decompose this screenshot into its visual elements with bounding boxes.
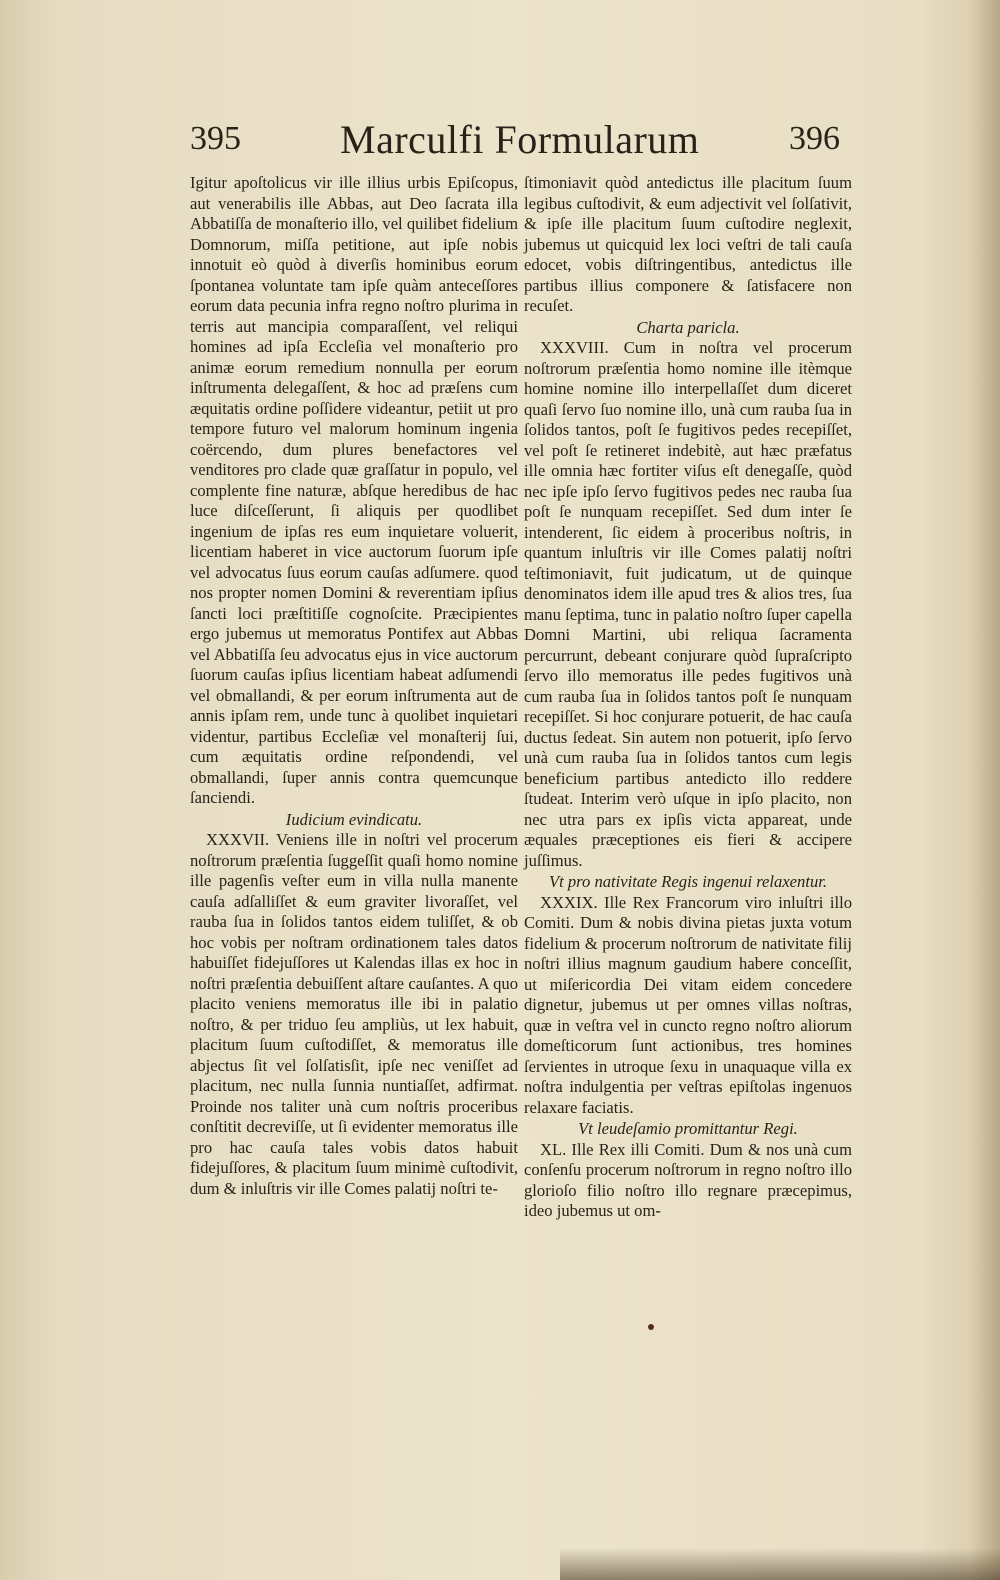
section-title: Iudicium evindicatu. bbox=[285, 809, 423, 829]
paragraph: ſtimoniavit quòd antedictus ille placitum ſuum legibus cuſtodivit, & eum adjectivit vel ſolſativit, & ipſe ille placitum ſuum cuſtodire neglexit, jubemus ut quicquid lex loci veſtri de tali cauſa edocet, vobis diſtringentibus, antedictus ille partibus illius componere & ſatisfacere non recuſet. bbox=[524, 173, 852, 315]
page-number-left: 395 bbox=[190, 120, 241, 157]
section-title: Charta paricla. bbox=[636, 317, 740, 337]
running-title: Marculfi Formularum bbox=[340, 117, 700, 162]
section-title: Vt leudeſamio promittantur Regi. bbox=[578, 1119, 798, 1138]
paragraph: Igitur apoſtolicus vir ille illius urbis Epiſcopus, aut venerabilis ille Abbas, aut Deo ſacrata illa Abbatiſſa de monaſterio illo, vel quilibet fidelium Domnorum, miſſa petitione, aut ipſe nobis innotuit eò quòd à diverſis hominibus eorum ſpontanea voluntate tam ipſe quàm anteceſſores eorum data pecunia infra regno noſtro plurima in terris aut mancipia comparaſſent, vel reliqui homines ad ipſa Eccleſia vel monaſterio pro animæ eorum remedium nonnulla per eorum inſtrumenta delegaſſent, & hoc ad præſens cum æquitatis ordine poſſidere videantur, petiit ut pro tempore futuro vel malorum hominum ingenia coërcendo, dum plures benefactores vel venditores pro clade quæ graſſatur in populo, vel complente fine naturæ, abſque heredibus de hac luce diſceſſerunt, ſi aliquis per quodlibet ingenium de ipſas res eum inquietare voluerit, licentiam haberet in vice auctorum ſuorum ipſe vel advocatus ſuus eorum cauſas adſumere. quod nos propter nomen Domini & reverentiam ipſius ſancti loci præſtitiſſe cognoſcite. Præcipientes ergo jubemus ut memoratus Pontifex aut Abbas vel Abbatiſſa ſeu advocatus ejus in vice auctorum ſuorum cauſas ipſius licentiam habeat adſumendi vel obmallandi, & per eorum inſtrumenta aut de annis ipſam rem, unde tunc à quolibet inquietari videntur, partibus Eccleſiæ vel monaſterij ſui, cum æquitatis ordine reſpondendi, vel obmallandi, ſuper annis contra quemcunque ſanciendi. bbox=[190, 173, 518, 807]
paragraph: XXXIX. Ille Rex Francorum viro inluſtri illo Comiti. Dum & nobis divina pietas juxta votum fidelium & procerum noſtrorum de nativitate filij noſtri illius magnum gaudium habere conceſſit, ut miſericordia Dei vitam eidem concedere dignetur, jubemus ut per omnes villas noſtras, quæ in veſtra vel in cuncto regno noſtro aliorum domeſticorum ſunt actionibus, tres homines ſervientes in utroque ſexu in unaquaque villa ex noſtra indulgentia per veſtras epiſtolas ingenuos relaxare faciatis. bbox=[524, 892, 852, 1117]
paragraph: XXXVII. Veniens ille in noſtri vel procerum noſtrorum præſentia ſuggeſſit quaſi homo nomine ille pagenſis veſter eum in villa nulla manente cauſa adſalliſſet & eum graviter livoraſſet, vel rauba ſua in ſolidos tantos eidem tuliſſet, & ob hoc vobis per noſtram ordinationem tales datos habuiſſet fidejuſſores ut Kalendas illas ex hoc in noſtri præſentia debuiſſent aſtare cauſantes. A quo placito veniens memoratus ille ibi in palatio noſtro, & per triduo ſeu ampliùs, ut lex habuit, placitum ſuum cuſtodiſſet, & memoratus ille abjectus ſit vel ſolſatisſit, ipſe nec veniſſet ad placitum, nec nulla ſunnia nuntiaſſet, adfirmat. Proinde nos taliter unà cum noſtris proceribus conſtitit decreviſſe, ut ſi evidenter memoratus ille pro hac cauſa tales vobis datos habuit fidejuſſores, & placitum ſuum minimè cuſtodivit, dum & inluſtris vir ille Comes palatij noſtri te- bbox=[190, 830, 518, 1198]
page-bottom-shadow bbox=[560, 1548, 1000, 1580]
running-header bbox=[190, 118, 840, 168]
section-title: Vt pro nativitate Regis ingenui relaxentur. bbox=[548, 872, 828, 891]
ink-dot bbox=[648, 1324, 654, 1330]
page-number-right: 396 bbox=[789, 120, 840, 157]
right-column bbox=[524, 173, 852, 1222]
paragraph: XXXVIII. Cum in noſtra vel procerum noſtrorum præſentia homo nomine ille itèmque homine nomine illo interpellaſſet dum diceret quaſi ſervo ſuo nomine illo, unà cum rauba ſua in ſolidos tantos, poſt ſe fugitivos pedes recepiſſet, vel poſt ſe retineret indebitè, aut hæc præfatus ille omnia hæc fortiter viſus eſt denegaſſe, quòd nec ipſe ipſo ſervo fugitivos pedes nec rauba ſua poſt ſe nunquam recepiſſet. Sed dum inter ſe intenderent, ſic eidem à proceribus noſtris, in quantum inluſtris vir ille Comes palatij noſtri teſtimoniavit, fuit judicatum, ut de quinque denominatos idem ille apud tres & alios tres, ſua manu ſeptima, tunc in palatio noſtro ſuper capella Domni Martini, ubi reliqua ſacramenta percurrunt, debeant conjurare quòd ſupraſcripto ſervo illo memoratus ille pedes fugitivos unà cum rauba ſua in ſolidos tantos poſt ſe nunquam recepiſſet. Si hoc conjurare potuerit, de hac cauſa ductus ſedeat. Sin autem non potuerit, ipſo ſervo unà cum rauba ſua in ſolidos tantos cum legis beneficium partibus antedicto illo reddere ſtudeat. Interim verò uſque in ipſo placito, non nec utra pars ex ipſis victa appareat, unde æquales præceptiones eis fieri & accipere juſſimus. bbox=[524, 338, 852, 870]
page-edge-shadow bbox=[970, 0, 1000, 1580]
left-column bbox=[190, 173, 518, 1199]
paragraph: XL. Ille Rex illi Comiti. Dum & nos unà cum conſenſu procerum noſtrorum in regno noſtro illo glorioſo filio noſtro illo regnare præcepimus, ideo jubemus ut om- bbox=[524, 1139, 852, 1220]
